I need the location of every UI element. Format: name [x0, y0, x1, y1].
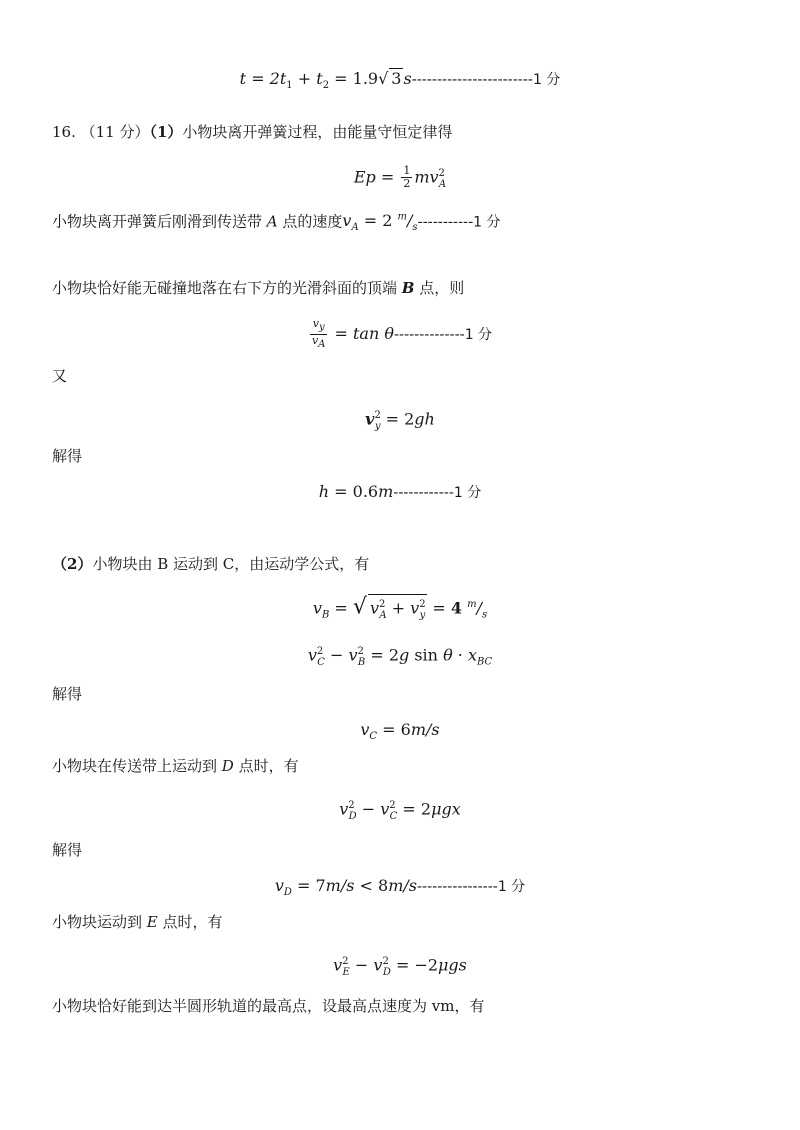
text-landing-b: 小物块恰好能无碰撞地落在右下方的光滑斜面的顶端 B 点，则	[52, 279, 465, 297]
equation-total-time: $t = 2t_1 + t_2 = 1.9√$ 3 s------------------------1 分	[239, 69, 561, 92]
equation-vb: $v_B$ = √ $v^2_A + v^2_y = 4$ $^m/_s$	[0, 594, 800, 626]
heading-text: 小物块离开弹簧过程，由能量守恒定律得	[182, 123, 453, 141]
text-solve-1: 解得	[52, 447, 83, 465]
text-solve-3: 解得	[52, 841, 83, 859]
text-top-point: 小物块恰好能到达半圆形轨道的最高点，设最高点速度为 vm，有	[52, 997, 485, 1015]
equation-vc-vb: $v^2_C - v^2_B = 2g$ $\sin \theta \cdot x_{BC}$	[307, 645, 493, 668]
equation-height: h = 0.6m------------1 分	[318, 482, 482, 501]
text-point-e: 小物块运动到 E 点时，有	[52, 913, 223, 931]
equation-text: $t = 2t_1 + t_2 = 1.9√$ 3 s	[239, 69, 412, 92]
text-solve-2: 解得	[52, 685, 83, 703]
heading-text: 小物块由 B 运动到 C，由运动学公式，有	[92, 555, 370, 573]
equation-energy: Ep = $\frac{1}{2}$ $mv^2_A$	[353, 164, 447, 191]
equation-vc: $v_C = 6m/s$	[360, 720, 440, 743]
text-point-d: 小物块在传送带上运动到 D 点时，有	[52, 757, 299, 775]
part-2-heading	[52, 554, 369, 574]
part-label: （1）	[149, 123, 183, 141]
equation-vd: $v_D = 7m/s < 8m/s----------------1$ 分	[274, 876, 526, 899]
equation-tan-theta: $\frac{v_y}{v_A}$ = tan θ--------------1 分	[311, 317, 493, 351]
equation-vd-vc: $v^2_D - v^2_C = 2\mu gx$	[339, 799, 461, 822]
problem-number: 16. （11 分）	[52, 123, 150, 141]
text-also: 又	[52, 367, 68, 385]
equation-vy-squared: $v^2_y = 2gh$	[365, 409, 435, 432]
equation-ve-vd: $v^2_E - v^2_D = -2\mu gs$	[333, 955, 467, 978]
problem-16-heading	[52, 122, 452, 142]
part-label: （2）	[52, 555, 93, 573]
text-velocity-a: 小物块离开弹簧后刚滑到传送带 A 点的速度$v_A = 2$ $^m/_s-----------1$ 分	[52, 211, 501, 234]
